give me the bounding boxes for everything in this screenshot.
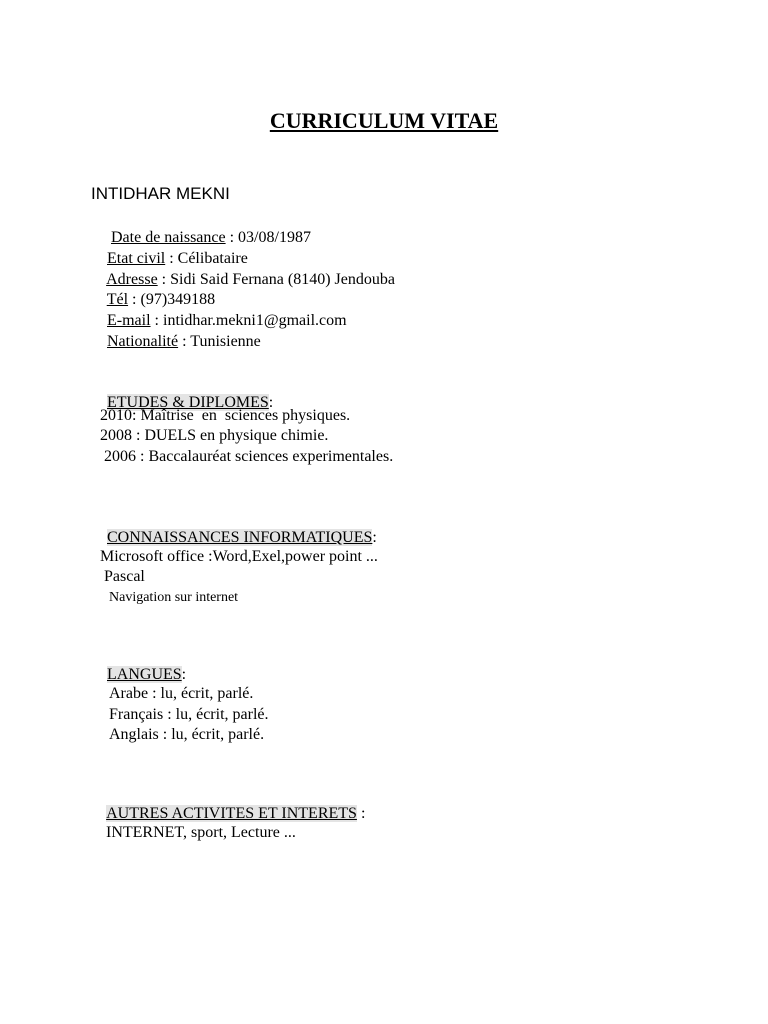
langues-heading-text: LANGUES bbox=[107, 666, 182, 683]
langues-item: Anglais : lu, écrit, parlé. bbox=[109, 726, 265, 743]
phone-label: Tél bbox=[106, 291, 129, 308]
informatique-heading-text: CONNAISSANCES INFORMATIQUES bbox=[107, 529, 373, 546]
informatique-item: Microsoft office :Word,Exel,power point ... bbox=[100, 548, 378, 565]
birthdate-value: : 03/08/1987 bbox=[225, 229, 311, 246]
langues-item: Arabe : lu, écrit, parlé. bbox=[109, 685, 254, 702]
langues-item: Français : lu, écrit, parlé. bbox=[109, 706, 269, 723]
etudes-heading-text: ETUDES & DIPLOMES bbox=[107, 394, 269, 411]
etudes-heading-suffix: : bbox=[268, 394, 274, 411]
activites-heading-text: AUTRES ACTIVITES ET INTERETS bbox=[106, 805, 357, 822]
birthdate-label: Date de naissance bbox=[111, 229, 226, 246]
address-value: : Sidi Said Fernana (8140) Jendouba bbox=[157, 271, 395, 288]
langues-heading-suffix: : bbox=[181, 666, 187, 683]
civil-status-label: Etat civil bbox=[107, 250, 166, 267]
activites-heading-suffix: : bbox=[356, 805, 366, 822]
email-label: E-mail bbox=[107, 312, 151, 329]
address-label: Adresse bbox=[106, 271, 158, 288]
email-value: : intidhar.mekni1@gmail.com bbox=[150, 312, 347, 329]
civil-status-value: : Célibataire bbox=[165, 250, 248, 267]
nationality-line bbox=[91, 312, 261, 372]
informatique-heading-suffix: : bbox=[372, 529, 377, 546]
activites-item: INTERNET, sport, Lecture ... bbox=[106, 824, 296, 841]
etudes-item: 2010: Maîtrise en sciences physiques. bbox=[100, 407, 351, 424]
etudes-item: 2006 : Baccalauréat sciences experimentales. bbox=[104, 448, 394, 465]
nationality-value: : Tunisienne bbox=[178, 333, 261, 350]
etudes-item: 2008 : DUELS en physique chimie. bbox=[100, 427, 329, 444]
nationality-label: Nationalité bbox=[107, 333, 179, 350]
informatique-item: Navigation sur internet bbox=[109, 590, 239, 605]
candidate-name: INTIDHAR MEKNI bbox=[91, 184, 230, 203]
phone-value: : (97)349188 bbox=[128, 291, 216, 308]
document-title: CURRICULUM VITAE bbox=[269, 108, 499, 133]
informatique-item: Pascal bbox=[104, 568, 145, 585]
